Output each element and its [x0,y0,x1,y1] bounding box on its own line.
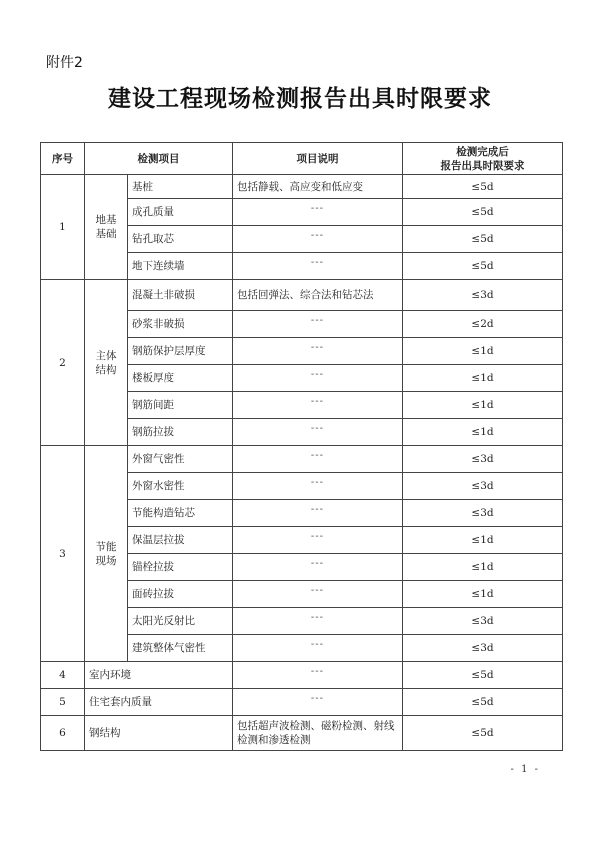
limit-cell: ≤5d [403,662,563,689]
limit-cell: ≤1d [403,365,563,392]
limit-cell: ≤3d [403,280,563,311]
header-time-line2: 报告出具时限要求 [440,159,525,172]
category-cell: 地基 基础 [85,175,128,280]
desc-cell: --- [233,253,403,280]
limit-cell: ≤5d [403,175,563,199]
desc-cell: --- [233,500,403,527]
desc-cell: --- [233,527,403,554]
limit-cell: ≤5d [403,716,563,751]
desc-cell: --- [233,608,403,635]
desc-cell: --- [233,392,403,419]
item-cell: 成孔质量 [128,199,233,226]
page-title: 建设工程现场检测报告出具时限要求 [108,85,492,112]
desc-cell: --- [233,689,403,716]
limit-cell: ≤5d [403,689,563,716]
row-number: 5 [41,689,85,716]
desc-cell: 包括静载、高应变和低应变 [233,175,403,199]
row-number: 4 [41,662,85,689]
limit-cell: ≤5d [403,199,563,226]
header-item: 检测项目 [85,143,233,175]
desc-cell: --- [233,446,403,473]
item-cell: 建筑整体气密性 [128,635,233,662]
header-time-line1: 检测完成后 [456,145,509,158]
limit-cell: ≤3d [403,446,563,473]
item-cell: 太阳光反射比 [128,608,233,635]
desc-cell: --- [233,199,403,226]
table-row [41,175,563,199]
header-time [403,143,563,175]
item-cell: 钻孔取芯 [128,226,233,253]
item-cell: 保温层拉拔 [128,527,233,554]
limit-cell: ≤1d [403,419,563,446]
limit-cell: ≤1d [403,554,563,581]
item-cell: 住宅套内质量 [85,689,233,716]
limit-cell: ≤1d [403,581,563,608]
limit-cell: ≤3d [403,608,563,635]
item-cell: 节能构造钻芯 [128,500,233,527]
item-cell: 外窗气密性 [128,446,233,473]
desc-cell: --- [233,635,403,662]
item-cell: 钢筋拉拔 [128,419,233,446]
item-cell: 钢筋保护层厚度 [128,338,233,365]
item-cell: 面砖拉拔 [128,581,233,608]
desc-cell: 包括回弹法、综合法和钻芯法 [233,280,403,311]
table-row [41,446,563,473]
row-number: 1 [41,175,85,280]
desc-cell: 包括超声波检测、磁粉检测、射线检测和渗透检测 [233,716,403,751]
item-cell: 砂浆非破损 [128,311,233,338]
item-cell: 外窗水密性 [128,473,233,500]
desc-cell: --- [233,365,403,392]
item-cell: 锚栓拉拔 [128,554,233,581]
desc-cell: --- [233,662,403,689]
limit-cell: ≤2d [403,311,563,338]
page-number: - 1 - [510,764,540,775]
limit-cell: ≤1d [403,527,563,554]
header-desc: 项目说明 [233,143,403,175]
item-cell: 楼板厚度 [128,365,233,392]
inspection-table [40,142,563,751]
row-number: 3 [41,446,85,662]
desc-cell: --- [233,338,403,365]
attachment-label: 附件2 [46,55,83,71]
item-cell: 混凝土非破损 [128,280,233,311]
table-row [41,716,563,751]
category-cell: 节能 现场 [85,446,128,662]
table-header-row [41,143,563,175]
desc-cell: --- [233,581,403,608]
row-number: 6 [41,716,85,751]
item-cell: 室内环境 [85,662,233,689]
limit-cell: ≤3d [403,473,563,500]
limit-cell: ≤5d [403,253,563,280]
item-cell: 钢结构 [85,716,233,751]
desc-cell: --- [233,554,403,581]
limit-cell: ≤5d [403,226,563,253]
desc-cell: --- [233,419,403,446]
item-cell: 基桩 [128,175,233,199]
header-no: 序号 [41,143,85,175]
item-cell: 地下连续墙 [128,253,233,280]
item-cell: 钢筋间距 [128,392,233,419]
table-row [41,280,563,311]
limit-cell: ≤3d [403,635,563,662]
desc-cell: --- [233,226,403,253]
desc-cell: --- [233,311,403,338]
row-number: 2 [41,280,85,446]
table-row [41,662,563,689]
table-row [41,689,563,716]
limit-cell: ≤1d [403,392,563,419]
desc-cell: --- [233,473,403,500]
limit-cell: ≤1d [403,338,563,365]
category-cell: 主体 结构 [85,280,128,446]
limit-cell: ≤3d [403,500,563,527]
